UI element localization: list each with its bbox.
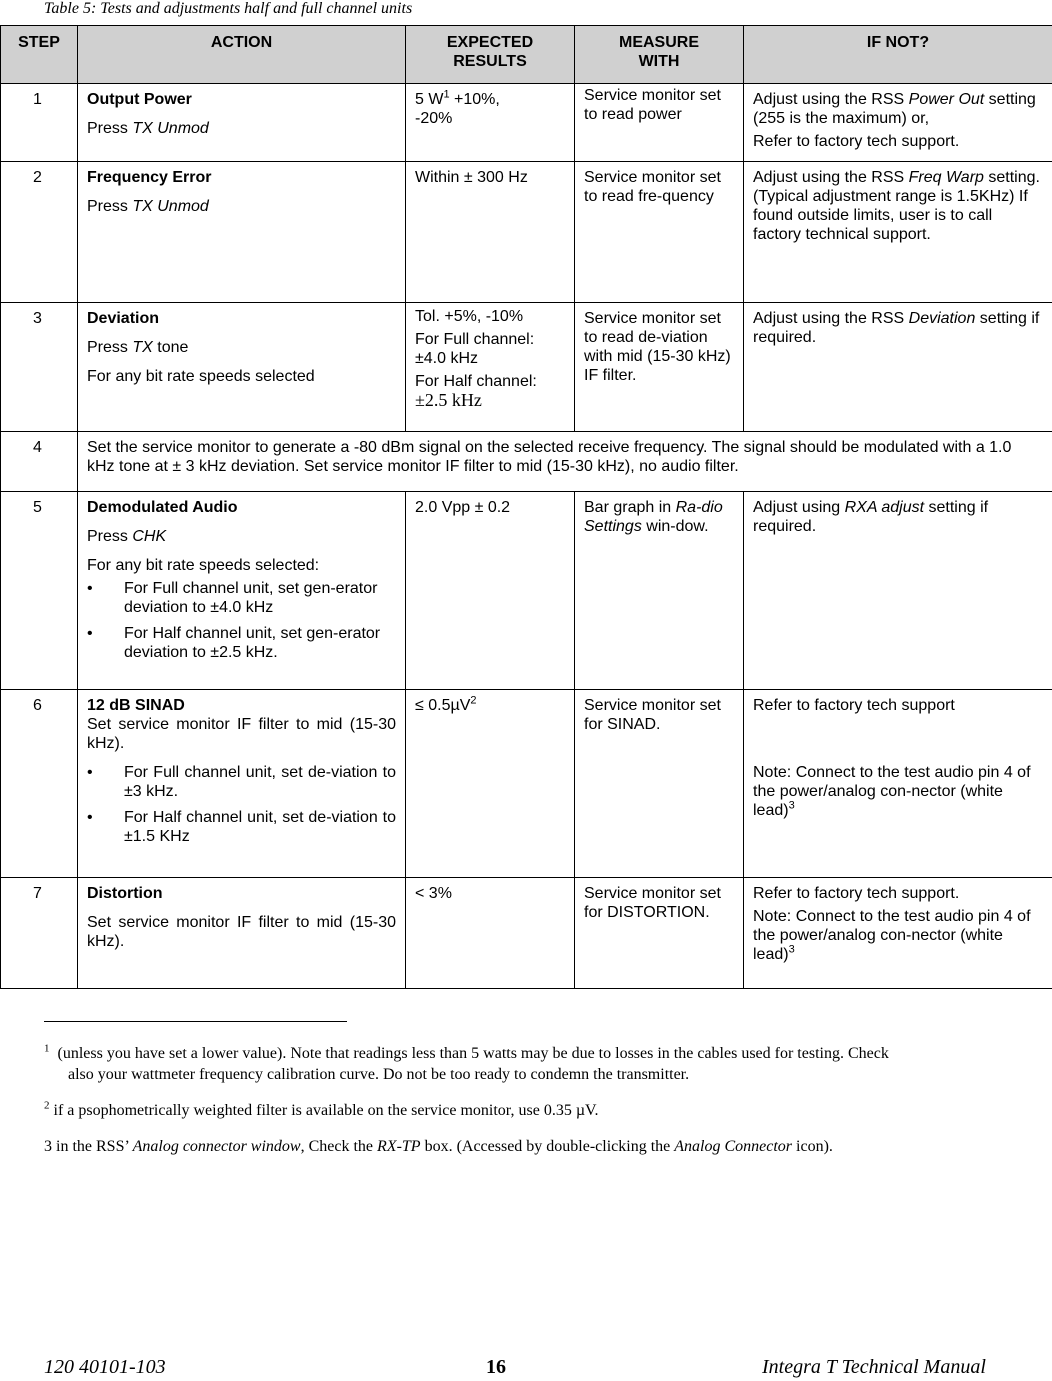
ifnot-cell: Refer to factory tech support Note: Connect to the test audio pin 4 of the power/analog con-nector (white lead)$^3$ (744, 690, 1052, 878)
footer-doc-number: 120 40101-103 (44, 1356, 166, 1378)
expected-cell: 5 $W^1 +10\%$, -20% (406, 84, 575, 162)
footnote-1: $^1$ (unless you have set a lower value). Note that readings less than 5 watts may be due to losses in the cables used for testing. Check also your wattmeter frequency calibration curve. Do not be too ready to condemn the transmitter. (44, 1042, 889, 1083)
action-note: For any bit rate speeds selected: (87, 557, 320, 574)
measure-cell: Service monitor set to read fre-quency (575, 162, 744, 303)
table-row (1, 690, 1052, 878)
footer-manual-title: Integra T Technical Manual (762, 1356, 986, 1378)
table-row (1, 162, 1052, 303)
ifnot-cell: Adjust using RXA adjust setting if required. (744, 492, 1052, 690)
action-cell (78, 303, 406, 432)
action-cell (78, 878, 406, 989)
action-title: 12 dB SINAD (87, 697, 185, 714)
ifnot-cell: Adjust using the RSS Freq Warp setting. (Typical adjustment range is 1.5KHz) If found outside limits, user is to call factory technical support. (744, 162, 1052, 303)
action-title: Deviation (87, 310, 160, 327)
footnote-rule (44, 1021, 347, 1022)
table-row (1, 84, 1052, 162)
header-expected: EXPECTED RESULTS (406, 26, 575, 84)
list-item: • For Full channel unit, set gen-erator deviation to ±4.0 kHz (87, 579, 396, 617)
expected-cell: ≤ 0.5µV$^2$ (406, 690, 575, 878)
bullet-list (87, 763, 396, 846)
table-row (1, 878, 1052, 989)
bullet-list (87, 579, 396, 662)
table-header-row (1, 26, 1052, 84)
action-cell (78, 162, 406, 303)
expected-cell: < 3% (406, 878, 575, 989)
step-number: 4 (1, 432, 78, 492)
tests-table (0, 25, 1052, 989)
action-cell (78, 84, 406, 162)
action-press: Press TX tone (87, 339, 189, 356)
list-item: • For Half channel unit, set gen-erator deviation to ±2.5 kHz. (87, 624, 396, 662)
expected-cell: 2.0 Vpp ± 0.2 (406, 492, 575, 690)
action-note: For any bit rate speeds selected (87, 368, 315, 385)
table-row (1, 303, 1052, 432)
header-step: STEP (1, 26, 78, 84)
expected-cell: Tol. +5%, -10% For Full channel: ±4.0 kHz For Half channel: ±2.5 kHz (406, 303, 575, 432)
footnote-3: 3 in the RSS’ Analog connector window, Check the RX-TP box. (Accessed by double-clicking the Analog Connector icon). (44, 1138, 833, 1155)
action-title: Distortion (87, 885, 163, 902)
measure-cell: Service monitor set for SINAD. (575, 690, 744, 878)
action-note: Set service monitor IF filter to mid (15-30 kHz). (87, 914, 396, 950)
action-cell (78, 690, 406, 878)
measure-cell: Service monitor set to read de-viation with mid (15-30 kHz) IF filter. (575, 303, 744, 432)
table-caption: Table 5: Tests and adjustments half and full channel units (44, 0, 413, 17)
measure-cell: Service monitor set to read power (575, 84, 744, 162)
action-press: Press TX Unmod (87, 198, 209, 215)
footnote-2: $^2$ if a psophometrically weighted filter is available on the service monitor, use 0.35 µV. (44, 1099, 599, 1119)
action-press: Press CHK (87, 528, 167, 545)
step-number: 7 (1, 878, 78, 989)
ifnot-cell: Adjust using the RSS Deviation setting if required. (744, 303, 1052, 432)
action-note: Set service monitor IF filter to mid (15-30 kHz). (87, 716, 396, 752)
step-number: 5 (1, 492, 78, 690)
measure-cell: Bar graph in Ra-dio Settings win-dow. (575, 492, 744, 690)
step-number: 1 (1, 84, 78, 162)
header-action: ACTION (78, 26, 406, 84)
action-press: Press TX Unmod (87, 120, 209, 137)
step-number: 2 (1, 162, 78, 303)
step-number: 3 (1, 303, 78, 432)
header-measure: MEASURE WITH (575, 26, 744, 84)
list-item: • For Half channel unit, set de-viation to ±1.5 KHz (87, 808, 396, 846)
table-row (1, 432, 1052, 492)
footer-page-number: 16 (486, 1356, 506, 1378)
ifnot-cell: Adjust using the RSS Power Out setting (255 is the maximum) or, Refer to factory tech support. (744, 84, 1052, 162)
header-ifnot: IF NOT? (744, 26, 1052, 84)
ifnot-cell: Refer to factory tech support. Note: Connect to the test audio pin 4 of the power/analog con-nector (white lead)$^3$ (744, 878, 1052, 989)
list-item: • For Full channel unit, set de-viation to ±3 kHz. (87, 763, 396, 801)
step-number: 6 (1, 690, 78, 878)
action-title: Output Power (87, 91, 192, 108)
action-title: Frequency Error (87, 169, 212, 186)
action-title: Demodulated Audio (87, 499, 238, 516)
table-row (1, 492, 1052, 690)
instruction-cell: Set the service monitor to generate a -80 dBm signal on the selected receive frequency. The signal should be modulated with a 1.0 kHz tone at ± 3 kHz deviation. Set service monitor IF filter to mid (15-30 kHz), no audio filter. (78, 432, 1052, 492)
expected-cell: Within ± 300 Hz (406, 162, 575, 303)
action-cell (78, 492, 406, 690)
measure-cell: Service monitor set for DISTORTION. (575, 878, 744, 989)
